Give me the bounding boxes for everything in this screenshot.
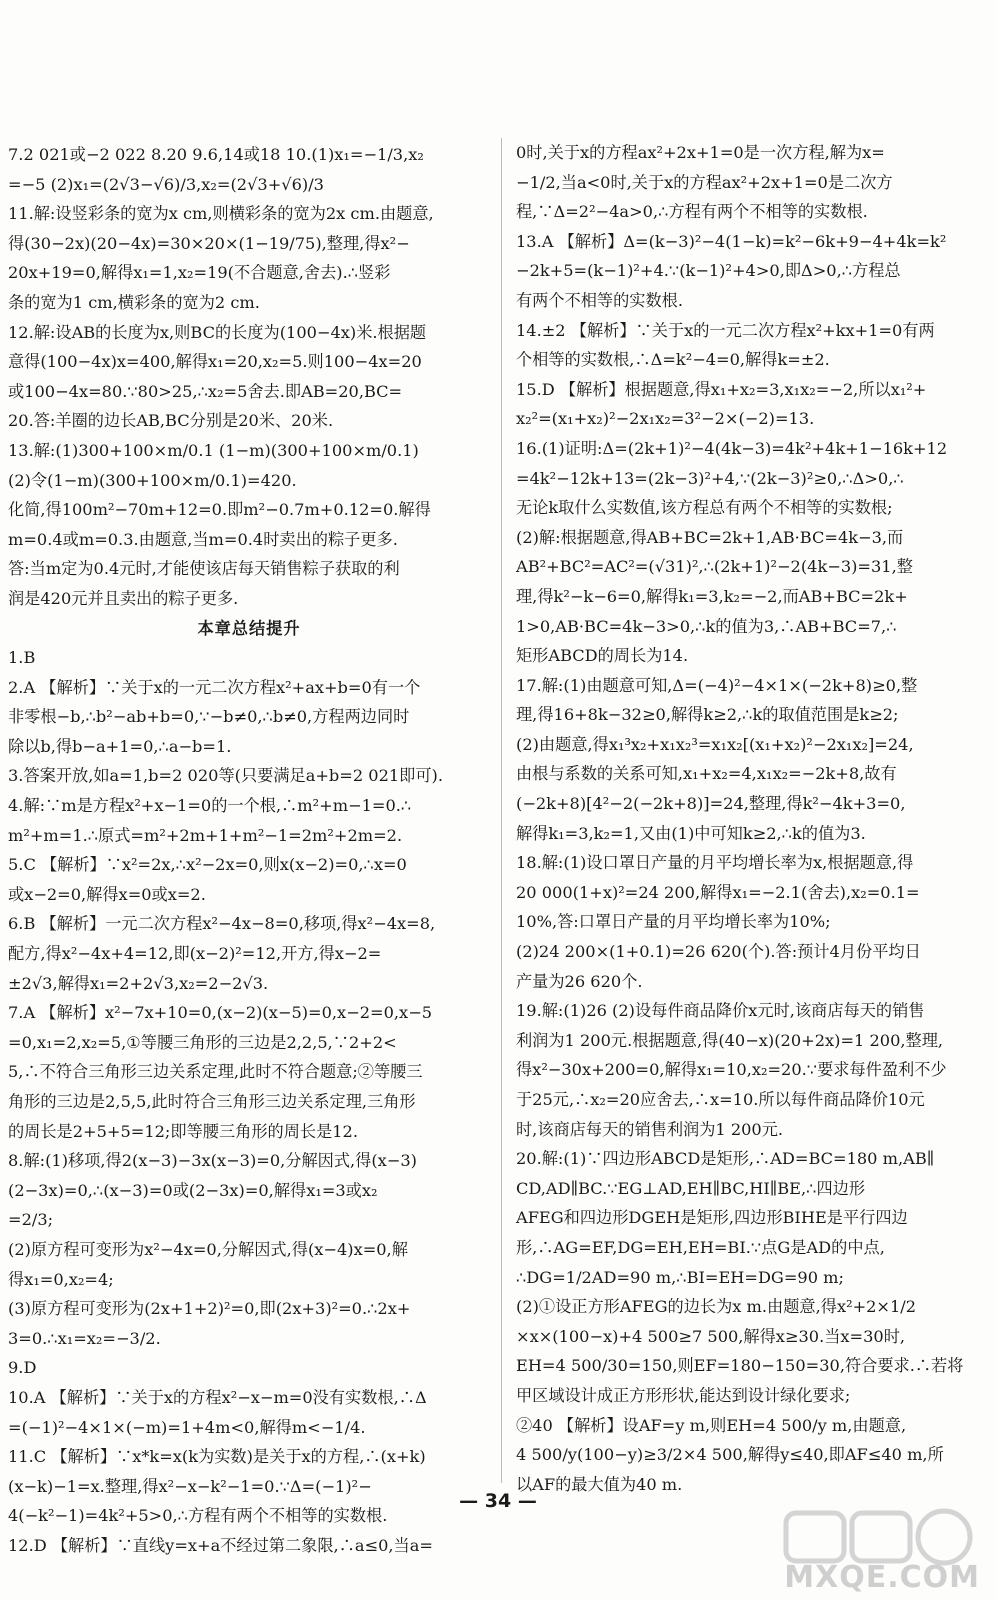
text-line: 配方,得x²−4x+4=12,即(x−2)²=12,开方,得x−2= (8, 944, 382, 964)
text-line: 11.C 【解析】∵x*k=x(k为实数)是关于x的方程,∴(x+k) (8, 1447, 426, 1467)
text-line: 得x²−30x+200=0,解得x₁=10,x₂=20.∵要求每件盈利不少 (516, 1060, 947, 1080)
text-line: ±2√3,解得x₁=2+2√3,x₂=2−2√3. (8, 973, 269, 993)
text-line: (2)令(1−m)(300+100×m/0.1)=420. (8, 470, 297, 490)
text-line: CD,AD∥BC.∵EG⊥AD,EH∥BC,HI∥BE,∴四边形 (516, 1178, 866, 1198)
text-line: 8.解:(1)移项,得2(x−3)−3x(x−3)=0,分解因式,得(x−3) (8, 1151, 417, 1171)
text-line: 13.A 【解析】Δ=(k−3)²−4(1−k)=k²−6k+9−4+4k=k² (516, 231, 947, 251)
text-line: 2.A 【解析】∵关于x的一元二次方程x²+ax+b=0有一个 (8, 677, 421, 697)
text-line: 15.D 【解析】根据题意,得x₁+x₂=3,x₁x₂=−2,所以x₁²+ (516, 379, 927, 399)
text-line: 或100−4x=80.∵80>25,∴x₂=5舍去.即AB=20,BC= (8, 381, 403, 401)
text-line: x₂²=(x₁+x₂)²−2x₁x₂=3²−2×(−2)=13. (516, 409, 815, 429)
text-line: 4 500/y(100−y)≥3/2×4 500,解得y≤40,即AF≤40 m,所 (516, 1445, 944, 1465)
text-line: 0时,关于x的方程ax²+2x+1=0是一次方程,解为x= (516, 143, 885, 162)
text-line: (2)24 200×(1+0.1)=26 620(个).答:预计4月份平均日 (516, 942, 921, 962)
text-line: 以AF的最大值为40 m. (516, 1474, 683, 1494)
text-line: AFEG和四边形DGEH是矩形,四边形BIHE是平行四边 (516, 1208, 908, 1228)
text-line: 答:当m定为0.4元时,才能使该店每天销售粽子获取的利 (8, 559, 400, 579)
text-line: 或x−2=0,解得x=0或x=2. (8, 884, 206, 904)
text-line: 润是420元并且卖出的粽子更多. (8, 588, 239, 608)
text-line: 得(30−2x)(20−4x)=30×20×(1−19/75),整理,得x²− (8, 233, 410, 253)
text-line: 理,得k²−k−6=0,解得k₁=3,k₂=−2,而AB+BC=2k+ (516, 586, 908, 606)
text-line: (2)①设正方形AFEG的边长为x m.由题意,得x²+2×1/2 (516, 1297, 917, 1317)
text-line: 19.解:(1)26 (2)设每件商品降价x元时,该商店每天的销售 (516, 1001, 925, 1021)
text-line: 1>0,AB·BC=4k−3>0,∴k的值为3,∴AB+BC=7,∴ (516, 616, 897, 636)
text-line: 20x+19=0,解得x₁=1,x₂=19(不合题意,舍去).∴竖彩 (8, 263, 391, 283)
right-column (516, 138, 984, 1499)
left-column (8, 140, 490, 1561)
text-line: 由根与系数的关系可知,x₁+x₂=4,x₁x₂=−2k+8,故有 (516, 764, 897, 784)
text-line: 条的宽为1 cm,横彩条的宽为2 cm. (8, 292, 260, 312)
text-line: 18.解:(1)设口罩日产量的月平均增长率为x,根据题意,得 (516, 853, 914, 873)
text-line: 10%,答:口罩日产量的月平均增长率为10%; (516, 912, 831, 932)
text-line: 理,得16+8k−32≥0,解得k≥2,∴k的取值范围是k≥2; (516, 705, 899, 725)
text-line: m=0.4或m=0.3.由题意,当m=0.4时卖出的粽子更多. (8, 529, 398, 549)
text-line: =0,x₁=2,x₂=5,①等腰三角形的三边是2,2,5,∵2+2< (8, 1032, 397, 1052)
text-line: 13.解:(1)300+100×m/0.1 (1−m)(300+100×m/0.1) (8, 440, 419, 460)
text-line: 非零根−b,∴b²−ab+b=0,∵−b≠0,∴b≠0,方程两边同时 (8, 707, 410, 727)
text-line: 的周长是2+5+5=12;即等腰三角形的周长是12. (8, 1121, 359, 1141)
text-line: EH=4 500/30=150,则EF=180−150=30,符合要求.∴若将 (516, 1356, 964, 1376)
text-line: 得x₁=0,x₂=4; (8, 1269, 114, 1289)
text-line: 12.解:设AB的长度为x,则BC的长度为(100−4x)米.根据题 (8, 322, 427, 342)
text-line: (x−k)−1=x.整理,得x²−x−k²−1=0.∵Δ=(−1)²− (8, 1476, 372, 1496)
text-line: 1.B (8, 648, 36, 668)
text-line: 5.C 【解析】∵x²=2x,∴x²−2x=0,则x(x−2)=0,∴x=0 (8, 855, 407, 875)
text-line: 意得(100−4x)x=400,解得x₁=20,x₂=5.则100−4x=20 (8, 352, 422, 372)
text-line: 12.D 【解析】∵直线y=x+a不经过第二象限,∴a≤0,当a= (8, 1535, 433, 1555)
text-line: =2/3; (8, 1210, 54, 1230)
text-line: 7.A 【解析】x²−7x+10=0,(x−2)(x−5)=0,x−2=0,x−5 (8, 1003, 433, 1023)
text-line: 利润为1 200元.根据题意,得(40−x)(20+2x)=1 200,整理, (516, 1030, 944, 1050)
text-line: −2k+5=(k−1)²+4.∵(k−1)²+4>0,即Δ>0,∴方程总 (516, 261, 901, 281)
column-divider (501, 138, 502, 1483)
text-line: AB²+BC²=AC²=(√31)²,∴(2k+1)²−2(4k−3)=31,整 (516, 557, 913, 577)
text-line: 14.±2 【解析】∵关于x的一元二次方程x²+kx+1=0有两 (516, 320, 935, 340)
text-line: 于25元,∴x₂=20应舍去,∴x=10.所以每件商品降价10元 (516, 1090, 925, 1109)
text-line: =−5 (2)x₁=(2√3−√6)/3,x₂=(2√3+√6)/3 (8, 174, 324, 194)
text-line: 矩形ABCD的周长为14. (516, 646, 689, 666)
text-line: (2)解:根据题意,得AB+BC=2k+1,AB·BC=4k−3,而 (516, 527, 904, 547)
text-line: 产量为26 620个. (516, 971, 643, 991)
text-line: 16.(1)证明:Δ=(2k+1)²−4(4k−3)=4k²+4k+1−16k+12 (516, 438, 948, 458)
text-line: =4k²−12k+13=(2k−3)²+4,∵(2k−3)²≥0,∴Δ>0,∴ (516, 468, 904, 488)
text-line: 化简,得100m²−70m+12=0.即m²−0.7m+0.12=0.解得 (8, 500, 431, 520)
text-line: 解得k₁=3,k₂=1,又由(1)中可知k≥2,∴k的值为3. (516, 823, 866, 843)
text-line: 9.D (8, 1358, 37, 1378)
text-line: 11.解:设竖彩条的宽为x cm,则横彩条的宽为2x cm.由题意, (8, 204, 434, 224)
text-line: 程,∵Δ=2²−4a>0,∴方程有两个不相等的实数根. (516, 202, 868, 222)
page-number: — 34 — (459, 1490, 537, 1512)
text-line: 20 000(1+x)²=24 200,解得x₁=−2.1(舍去),x₂=0.1= (516, 882, 920, 902)
text-line: 有两个不相等的实数根. (516, 290, 684, 310)
text-line: 20.解:(1)∵四边形ABCD是矩形,∴AD=BC=180 m,AB∥ (516, 1149, 935, 1169)
watermark-text: MXQE.COM (784, 1560, 980, 1595)
text-line: =(−1)²−4×1×(−m)=1+4m<0,解得m<−1/4. (8, 1417, 366, 1437)
text-line: ∴DG=1/2AD=90 m,∴BI=EH=DG=90 m; (516, 1267, 844, 1287)
text-line: 3=0.∴x₁=x₂=−3/2. (8, 1328, 161, 1348)
text-line: 甲区域设计成正方形形状,能达到设计绿化要求; (516, 1385, 851, 1405)
text-line: (3)原方程可变形为(2x+1+2)²=0,即(2x+3)²=0.∴2x+ (8, 1299, 411, 1319)
text-line: 20.答:羊圈的边长AB,BC分别是20米、20米. (8, 411, 334, 431)
text-line: ②40 【解析】设AF=y m,则EH=4 500/y m,由题意, (516, 1415, 907, 1435)
text-line: 个相等的实数根,∴Δ=k²−4=0,解得k=±2. (516, 350, 830, 370)
text-line: 5,∴不符合三角形三边关系定理,此时不符合题意;②等腰三 (8, 1062, 423, 1082)
text-line: (−2k+8)[4²−2(−2k+8)]=24,整理,得k²−4k+3=0, (516, 794, 906, 814)
text-line: ×x×(100−x)+4 500≥7 500,解得x≥30.当x=30时, (516, 1326, 906, 1346)
text-line: 形,∴AG=EF,DG=EH,EH=BI.∵点G是AD的中点, (516, 1237, 885, 1257)
text-line: 除以b,得b−a+1=0,∴a−b=1. (8, 736, 232, 756)
text-line: 无论k取什么实数值,该方程总有两个不相等的实数根; (516, 498, 893, 518)
text-line: 10.A 【解析】∵关于x的方程x²−x−m=0没有实数根,∴Δ (8, 1387, 427, 1407)
text-line: 4.解:∵m是方程x²+x−1=0的一个根,∴m²+m−1=0.∴ (8, 796, 412, 816)
text-line: 4(−k²−1)=4k²+5>0,∴方程有两个不相等的实数根. (8, 1506, 388, 1526)
text-line: 17.解:(1)由题意可知,Δ=(−4)²−4×1×(−2k+8)≥0,整 (516, 675, 918, 695)
text-line: −1/2,当a<0时,关于x的方程ax²+2x+1=0是二次方 (516, 172, 893, 192)
text-line: 角形的三边是2,5,5,此时符合三角形三边关系定理,三角形 (8, 1092, 416, 1111)
section-title: 本章总结提升 (197, 618, 301, 638)
text-line: (2)由题意,得x₁³x₂+x₁x₂³=x₁x₂[(x₁+x₂)²−2x₁x₂]=24, (516, 734, 914, 754)
text-line: (2−3x)=0,∴(x−3)=0或(2−3x)=0,解得x₁=3或x₂ (8, 1180, 378, 1200)
text-line: m²+m=1.∴原式=m²+2m+1+m²−1=2m²+2m=2. (8, 825, 403, 845)
text-line: 时,该商店每天的销售利润为1 200元. (516, 1119, 784, 1139)
text-line: (2)原方程可变形为x²−4x=0,分解因式,得(x−4)x=0,解 (8, 1239, 408, 1259)
text-line: 6.B 【解析】一元二次方程x²−4x−8=0,移项,得x²−4x=8, (8, 914, 436, 934)
text-line: 7.2 021或−2 022 8.20 9.6,14或18 10.(1)x₁=−1/3,x₂ (8, 145, 424, 164)
text-line: 3.答案开放,如a=1,b=2 020等(只要满足a+b=2 021即可). (8, 766, 444, 786)
